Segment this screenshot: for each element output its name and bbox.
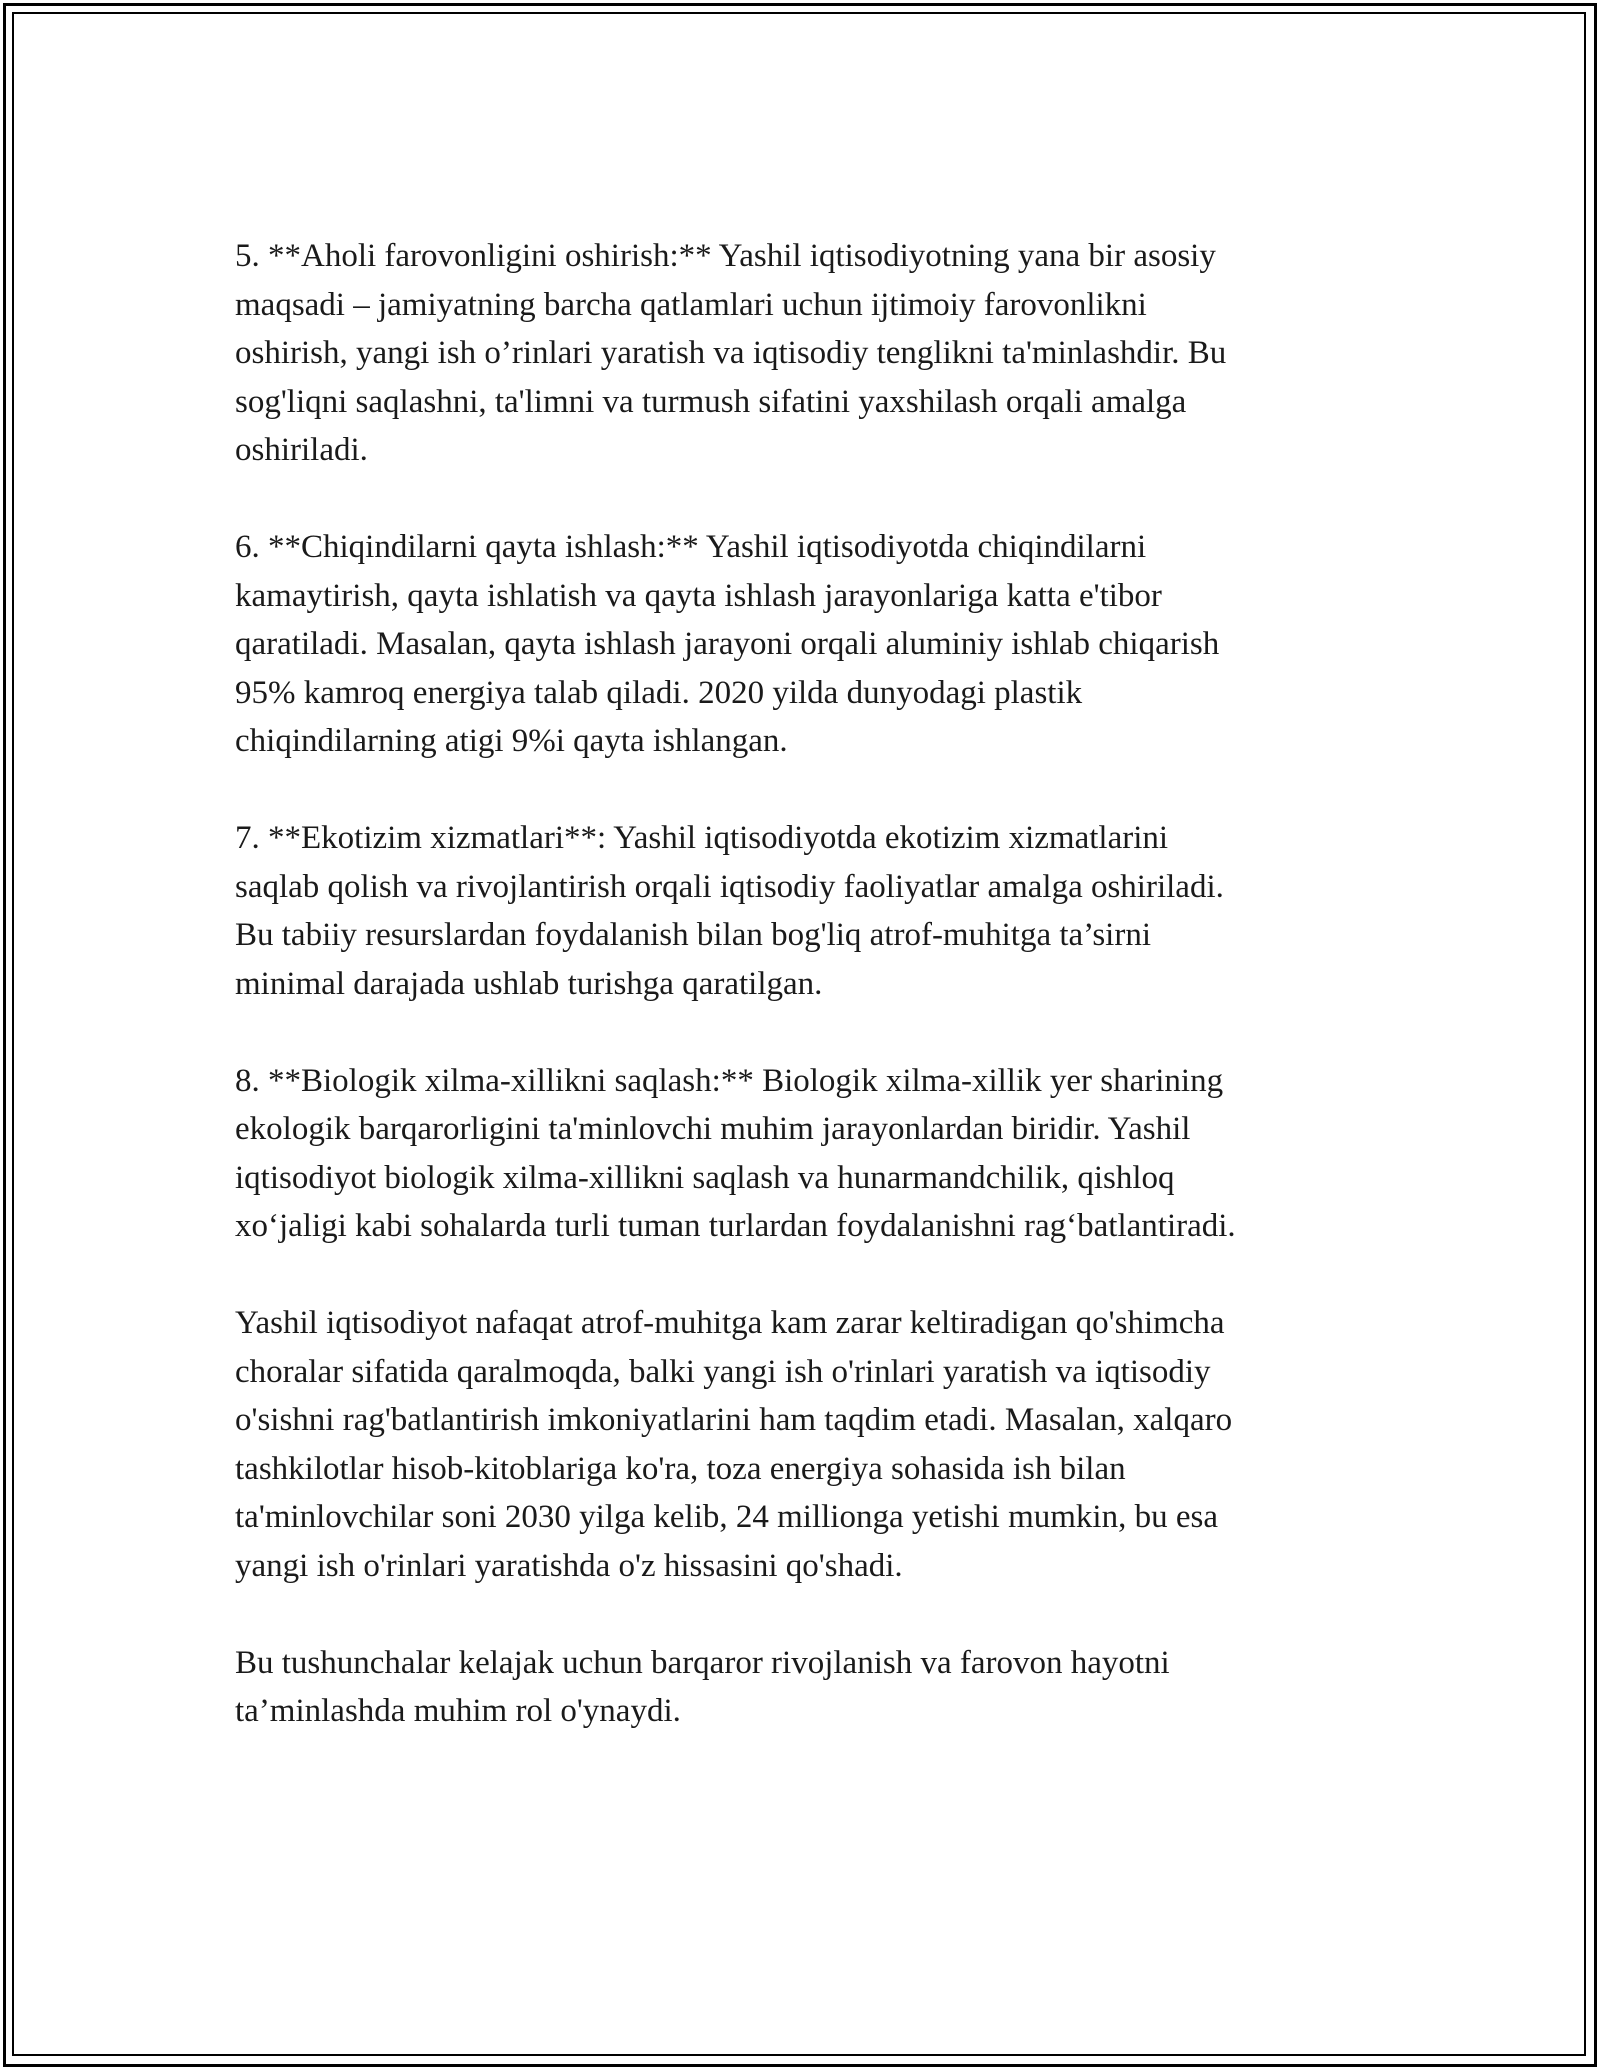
- text-line: saqlab qolish va rivojlantirish orqali iqtisodiy faoliyatlar amalga oshiriladi.: [235, 868, 1224, 905]
- paragraph-biologik-xilma-xillik: [235, 1057, 1375, 1251]
- text-line: xo‘jaligi kabi sohalarda turli tuman turlardan foydalanishni rag‘batlantiradi.: [235, 1208, 1236, 1244]
- text-line: iqtisodiyot biologik xilma-xillikni saqlash va hunarmandchilik, qishloq: [235, 1159, 1175, 1196]
- paragraph-conclusion: [235, 1639, 1375, 1736]
- text-line: 6. **Chiqindilarni qayta ishlash:** Yashil iqtisodiyotda chiqindilarni: [235, 529, 1147, 565]
- text-line: Bu tabiiy resurslardan foydalanish bilan bog'liq atrof-muhitga ta’sirni: [235, 917, 1151, 953]
- text-line: ekologik barqarorligini ta'minlovchi muhim jarayonlardan biridir. Yashil: [235, 1111, 1191, 1147]
- text-line: Bu tushunchalar kelajak uchun barqaror rivojlanish va farovon hayotni: [235, 1644, 1170, 1681]
- text-line: choralar sifatida qaralmoqda, balki yangi ish o'rinlari yaratish va iqtisodiy: [235, 1353, 1211, 1390]
- text-line: maqsadi – jamiyatning barcha qatlamlari uchun ijtimoiy farovonlikni: [235, 286, 1147, 323]
- text-line: 95% kamroq energiya talab qiladi. 2020 yilda dunyodagi plastik: [235, 674, 1083, 711]
- text-line: 7. **Ekotizim xizmatlari**: Yashil iqtisodiyotda ekotizim xizmatlarini: [235, 820, 1169, 856]
- text-line: 5. **Aholi farovonligini oshirish:** Yashil iqtisodiyotning yana bir asosiy: [235, 238, 1216, 274]
- text-line: o'sishni rag'batlantirish imkoniyatlarini ham taqdim etadi. Masalan, xalqaro: [235, 1402, 1233, 1438]
- document-body: [235, 232, 1375, 1784]
- text-line: oshiriladi.: [235, 432, 368, 468]
- paragraph-ekotizim: [235, 814, 1375, 1008]
- paragraph-chiqindilar: [235, 523, 1375, 766]
- text-line: tashkilotlar hisob-kitoblariga ko'ra, toza energiya sohasida ish bilan: [235, 1450, 1126, 1487]
- text-line: sog'liqni saqlashni, ta'limni va turmush sifatini yaxshilash orqali amalga: [235, 383, 1187, 420]
- text-line: minimal darajada ushlab turishga qaratilgan.: [235, 965, 823, 1002]
- text-line: kamaytirish, qayta ishlatish va qayta ishlash jarayonlariga katta e'tibor: [235, 577, 1162, 614]
- text-line: ta'minlovchilar soni 2030 yilga kelib, 24 millionga yetishi mumkin, bu esa: [235, 1499, 1218, 1535]
- text-line: chiqindilarning atigi 9%i qayta ishlangan.: [235, 723, 788, 759]
- text-line: qaratiladi. Masalan, qayta ishlash jarayoni orqali aluminiy ishlab chiqarish: [235, 626, 1220, 662]
- text-line: 8. **Biologik xilma-xillikni saqlash:** Biologik xilma-xillik yer sharining: [235, 1062, 1224, 1099]
- text-line: Yashil iqtisodiyot nafaqat atrof-muhitga kam zarar keltiradigan qo'shimcha: [235, 1305, 1225, 1341]
- paragraph-yashil-iqtisodiyot: [235, 1299, 1375, 1590]
- text-line: ta’minlashda muhim rol o'ynaydi.: [235, 1693, 681, 1729]
- text-line: yangi ish o'rinlari yaratishda o'z hissasini qo'shadi.: [235, 1547, 903, 1584]
- text-line: oshirish, yangi ish o’rinlari yaratish va iqtisodiy tenglikni ta'minlashdir. Bu: [235, 335, 1227, 371]
- paragraph-aholi-farovonligi: [235, 232, 1375, 475]
